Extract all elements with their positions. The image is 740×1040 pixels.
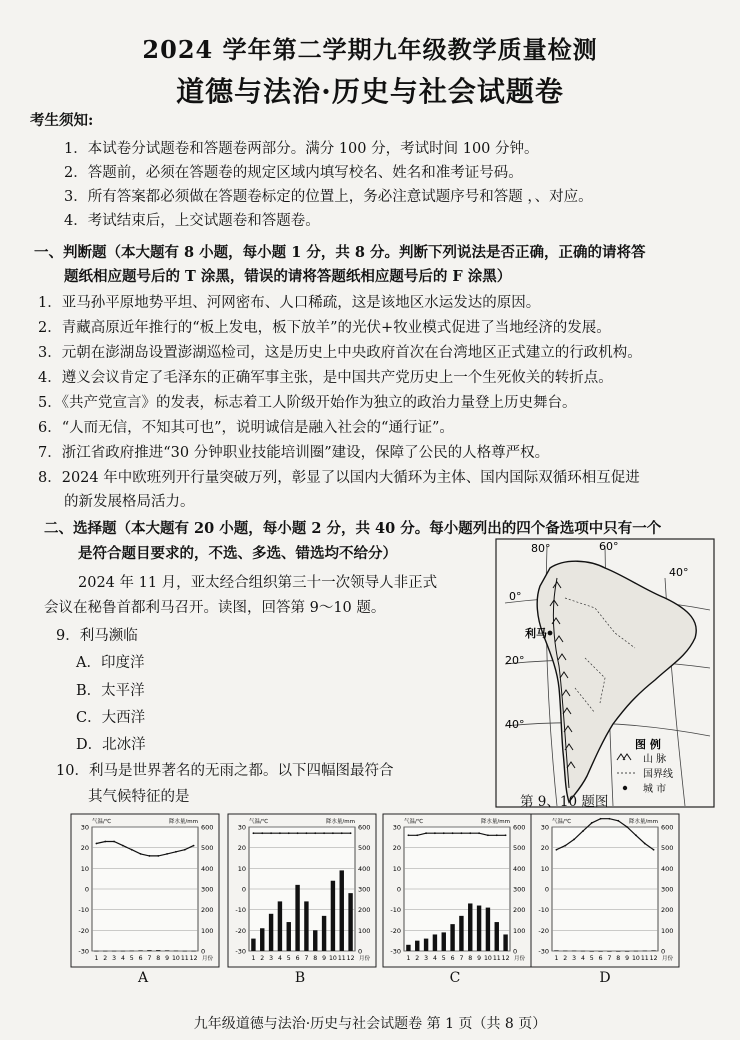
q9-option-b: B．太平洋 [76,683,145,699]
chart-label-c: C [449,970,461,986]
temperature-point [140,853,142,855]
temperature-point [270,832,272,834]
legend-mountain-label: 山 脉 [643,754,667,765]
precip-bar [616,951,620,952]
precip-bar [415,941,419,951]
month-tick-label: 4 [432,955,437,962]
precip-bar [174,951,178,952]
q10-stem-cont: 其气候特征的是 [88,789,190,805]
month-tick-label: 8 [313,955,318,962]
precip-tick-label: 600 [201,823,214,832]
temperature-point [323,832,325,834]
month-tick-label: 3 [424,955,429,962]
temperature-point [573,839,575,841]
month-tick-label: 6 [295,955,300,962]
precip-bar [424,939,428,951]
precip-bar [147,950,151,951]
month-tick-label: 10 [631,955,640,962]
month-tick-label: 1 [94,955,99,962]
legend-mountain-icon [617,754,631,760]
precip-axis-label: 降水量/mm [325,819,355,825]
precip-bar [625,951,629,952]
temperature-point [261,832,263,834]
chart-label-b: B [294,970,306,986]
temperature-point [297,832,299,834]
temp-tick-label: 20 [237,844,246,853]
judge-item: 1．亚马孙平原地势平坦、河网密布、人口稀疏，这是该地区水运发达的原因。 [38,295,541,311]
q9-option-a: A．印度洋 [76,655,145,671]
temp-axis-label: 气温/℃ [404,819,424,825]
month-tick-label: 2 [103,955,108,962]
q10-stem: 10．利马是世界著名的无雨之都。以下四幅图最符合 [56,763,394,779]
month-tick-label: 2 [563,955,568,962]
precip-tick-label: 500 [201,844,214,853]
temperature-point [443,832,445,834]
precip-bar [634,951,638,952]
q9-stem: 9．利马濒临 [56,628,138,644]
precip-tick-label: 0 [201,947,206,956]
precip-tick-label: 100 [201,926,214,935]
precip-bar [130,951,134,952]
temperature-point [617,820,619,822]
precip-bar [322,916,326,951]
temperature-point [609,818,611,820]
temperature-point [452,832,454,834]
temperature-point [461,832,463,834]
temperature-point [149,855,151,857]
precip-bar [269,914,273,951]
month-tick-label: 1 [554,955,559,962]
temp-axis-label: 气温/℃ [249,819,269,825]
month-tick-label: 6 [450,955,455,962]
page-footer: 九年级道德与法治·历史与社会试题卷 第 1 页（共 8 页） [193,1016,547,1032]
temperature-point [350,832,352,834]
climate-chart-d [530,813,680,968]
temperature-point [653,849,655,851]
temperature-point [496,834,498,836]
month-tick-label: 4 [277,955,282,962]
q9-option-d: D．北冰洋 [76,737,146,753]
month-tick-label: 9 [477,955,482,962]
precip-axis-label: 降水量/mm [168,819,198,825]
precip-bar [433,934,437,951]
notice-item: 3．所有答案都必须做在答题卷标定的位置上，务必注意试题序号和答题 ，、对应。 [64,189,593,205]
month-tick-label: 12 [649,955,658,962]
precip-bar [598,951,602,952]
notice-item: 4．考试结束后，上交试题卷和答题卷。 [64,213,320,229]
temp-tick-label: -10 [235,906,246,915]
temperature-point [288,832,290,834]
month-tick-label: 6 [138,955,143,962]
precip-tick-label: 400 [661,864,674,873]
precip-bar [651,950,655,951]
month-tick-label: 8 [468,955,473,962]
temp-tick-label: 30 [392,823,401,832]
temp-tick-label: -20 [538,926,549,935]
month-tick-label: 3 [269,955,274,962]
lon-label-40: 40° [669,566,689,579]
precip-bar [165,950,169,951]
legend-city-label: 城 市 [643,784,667,795]
precip-bar [260,928,264,951]
title-line1: 2024 学年第二学期九年级教学质量检测 [142,35,598,64]
chart-label-d: D [599,970,611,986]
temperature-point [556,849,558,851]
judge-item: 8．2024 年中欧班列开行量突破万列，彰显了以国内大循环为主体、国内国际双循环相互促进 [38,470,640,486]
temperature-point [166,853,168,855]
notice-heading: 考生须知: [30,112,94,129]
precip-bar [304,901,308,951]
precip-tick-label: 600 [661,823,674,832]
precip-tick-label: 500 [513,844,526,853]
temperature-point [157,855,159,857]
month-tick-label: 7 [607,955,612,962]
temp-tick-label: -30 [390,947,401,956]
month-tick-label: 7 [459,955,464,962]
temp-tick-label: 0 [241,885,246,894]
temperature-point [193,845,195,847]
temp-tick-label: 30 [80,823,89,832]
judge-item: 7．浙江省政府推进“30 分钟职业技能培训圈”建设，保障了公民的人格尊严权。 [38,445,550,461]
temperature-point [564,845,566,847]
precip-bar [563,951,567,952]
temp-tick-label: 0 [544,885,549,894]
lat-label-20: 20° [505,654,525,667]
judge-item: 6．“人而无信，不知其可也”，说明诚信是融入社会的“通行证”。 [38,420,454,436]
precip-bar [607,951,611,952]
temp-tick-label: -20 [235,926,246,935]
month-tick-label: 12 [501,955,510,962]
precip-bar [138,950,142,951]
lima-city-dot [548,631,553,636]
lon-label-60: 60° [599,540,619,553]
precip-tick-label: 0 [358,947,363,956]
month-tick-label: 2 [415,955,420,962]
precip-axis-label: 降水量/mm [480,819,510,825]
precip-bar [331,881,335,951]
temp-tick-label: 30 [540,823,549,832]
precip-bar [103,951,107,952]
precip-bar [477,906,481,951]
climate-chart-c [382,813,532,968]
precip-bar [590,951,594,952]
month-tick-label: 10 [171,955,180,962]
temperature-point [505,834,507,836]
month-tick-label: 3 [112,955,117,962]
precip-bar [287,922,291,951]
precip-bar [191,951,195,952]
temperature-point [184,849,186,851]
x-unit-label: 月份 [514,956,526,962]
south-america-map [495,538,715,808]
precip-tick-label: 200 [358,906,371,915]
q9-option-c: C．大西洋 [76,710,146,726]
temp-tick-label: 10 [237,864,246,873]
temperature-point [122,845,124,847]
precip-tick-label: 100 [513,926,526,935]
judge-item-cont: 的新发展格局活力。 [64,494,195,510]
precip-tick-label: 100 [358,926,371,935]
precip-tick-label: 400 [201,864,214,873]
temp-tick-label: 10 [540,864,549,873]
month-tick-label: 12 [346,955,355,962]
notice-item: 1．本试卷分试题卷和答题卷两部分。满分 100 分，考试时间 100 分钟。 [64,141,539,157]
precip-bar [450,924,454,951]
precip-bar [459,916,463,951]
precip-axis-label: 降水量/mm [628,819,658,825]
precip-bar [406,945,410,951]
temperature-point [416,834,418,836]
temp-tick-label: -10 [78,906,89,915]
q9-intro: 2024 年 11 月，亚太经合组织第三十一次领导人非正式 [78,575,438,591]
temperature-point [408,834,410,836]
climate-chart-b [227,813,377,968]
temperature-point [635,834,637,836]
precip-tick-label: 100 [661,926,674,935]
x-unit-label: 月份 [359,956,371,962]
temperature-point [314,832,316,834]
precip-bar [486,908,490,951]
precip-bar [313,930,317,951]
judge-item: 3．元朝在澎湖岛设置澎湖巡检司，这是历史上中央政府首次在台湾地区正式建立的行政机构。 [38,345,642,361]
title-line2: 道德与法治·历史与社会试题卷 [176,75,564,108]
temperature-point [279,832,281,834]
q9-intro-cont: 会议在秘鲁首都利马召开。读图，回答第 9～10 题。 [44,600,386,616]
month-tick-label: 5 [129,955,134,962]
temperature-point [341,832,343,834]
temperature-point [434,832,436,834]
precip-bar [94,951,98,952]
temp-tick-label: -20 [78,926,89,935]
month-tick-label: 4 [120,955,125,962]
lon-label-80: 80° [531,542,551,555]
lima-label: 利马 [525,627,547,640]
map-caption: 第 9、10 题图 [520,794,609,810]
precip-tick-label: 600 [358,823,371,832]
precip-tick-label: 500 [358,844,371,853]
precip-tick-label: 0 [661,947,666,956]
temperature-point [332,832,334,834]
precip-bar [503,934,507,951]
chart-label-a: A [137,970,149,986]
temperature-point [487,834,489,836]
month-tick-label: 1 [251,955,256,962]
temp-tick-label: -10 [538,906,549,915]
month-tick-label: 9 [322,955,327,962]
section2-heading-cont: 是符合题目要求的，不选、多选、错选均不给分） [78,545,397,562]
temperature-point [478,832,480,834]
temp-tick-label: -30 [78,947,89,956]
temp-tick-label: -20 [390,926,401,935]
precip-tick-label: 200 [201,906,214,915]
precip-bar [156,950,160,951]
precip-bar [278,901,282,951]
precip-tick-label: 500 [661,844,674,853]
temp-tick-label: 20 [540,844,549,853]
precip-bar [251,939,255,951]
precip-bar [121,951,125,952]
precip-tick-label: 300 [358,885,371,894]
temperature-point [131,849,133,851]
temp-tick-label: -10 [390,906,401,915]
judge-item: 4．遵义会议肯定了毛泽东的正确军事主张，是中国共产党历史上一个生死攸关的转折点。 [38,370,613,386]
precip-bar [572,951,576,952]
lat-label-0: 0° [509,590,522,603]
temperature-point [582,830,584,832]
temp-tick-label: 0 [396,885,401,894]
month-tick-label: 11 [492,955,501,962]
month-tick-label: 5 [286,955,291,962]
precip-tick-label: 200 [513,906,526,915]
precip-bar [112,951,116,952]
x-unit-label: 月份 [202,956,214,962]
precip-bar [340,870,344,951]
temp-tick-label: -30 [235,947,246,956]
month-tick-label: 3 [572,955,577,962]
month-tick-label: 6 [598,955,603,962]
month-tick-label: 10 [328,955,337,962]
month-tick-label: 9 [165,955,170,962]
temperature-point [175,851,177,853]
legend-city-icon [623,786,627,790]
section1-heading-cont: 题纸相应题号后的 T 涂黑，错误的请将答题纸相应题号后的 F 涂黑） [64,268,512,285]
month-tick-label: 11 [180,955,189,962]
judge-item: 2．青藏高原近年推行的“板上发电，板下放羊”的光伏+牧业模式促进了当地经济的发展。 [38,320,611,336]
notice-item: 2．答题前，必须在答题卷的规定区域内填写校名、姓名和准考证号码。 [64,165,523,181]
temp-tick-label: 20 [392,844,401,853]
precip-tick-label: 400 [358,864,371,873]
temp-tick-label: 20 [80,844,89,853]
temperature-point [626,826,628,828]
precip-tick-label: 200 [661,906,674,915]
temp-axis-label: 气温/℃ [92,819,112,825]
temperature-point [104,841,106,843]
precip-bar [348,893,352,951]
temperature-point [425,832,427,834]
month-tick-label: 5 [441,955,446,962]
temperature-point [96,843,98,845]
x-unit-label: 月份 [662,956,674,962]
precip-tick-label: 300 [661,885,674,894]
temperature-point [644,843,646,845]
month-tick-label: 1 [406,955,411,962]
temp-axis-label: 气温/℃ [552,819,572,825]
month-tick-label: 8 [156,955,161,962]
temperature-point [600,818,602,820]
precip-bar [295,885,299,951]
temperature-point [306,832,308,834]
precip-bar [442,932,446,951]
month-tick-label: 10 [483,955,492,962]
month-tick-label: 7 [304,955,309,962]
precip-bar [581,951,585,952]
temperature-point [113,841,115,843]
month-tick-label: 9 [625,955,630,962]
precip-bar [183,951,187,952]
month-tick-label: 7 [147,955,152,962]
temp-tick-label: 30 [237,823,246,832]
month-tick-label: 11 [640,955,649,962]
precip-bar [468,903,472,951]
month-tick-label: 8 [616,955,621,962]
month-tick-label: 5 [589,955,594,962]
precip-tick-label: 300 [201,885,214,894]
legend-border-label: 国界线 [643,769,673,780]
temp-tick-label: 10 [80,864,89,873]
legend-title: 图 例 [635,738,661,751]
precip-tick-label: 600 [513,823,526,832]
month-tick-label: 12 [189,955,198,962]
climate-chart-a [70,813,220,968]
month-tick-label: 2 [260,955,265,962]
temperature-point [469,832,471,834]
precip-bar [495,922,499,951]
precip-bar [643,951,647,952]
lat-label-40: 40° [505,718,525,731]
precip-bar [554,950,558,951]
month-tick-label: 4 [580,955,585,962]
precip-tick-label: 400 [513,864,526,873]
temperature-point [591,822,593,824]
temp-tick-label: -30 [538,947,549,956]
temp-tick-label: 0 [84,885,89,894]
temperature-point [253,832,255,834]
section2-heading: 二、选择题（本大题有 20 小题，每小题 2 分，共 40 分。每小题列出的四个备选项中只有一个 [44,520,662,537]
section1-heading: 一、判断题（本大题有 8 小题，每小题 1 分，共 8 分。判断下列说法是否正确，正确的请将答 [34,244,646,261]
precip-tick-label: 300 [513,885,526,894]
precip-tick-label: 0 [513,947,518,956]
month-tick-label: 11 [337,955,346,962]
temp-tick-label: 10 [392,864,401,873]
judge-item: 5．《共产党宣言》的发表，标志着工人阶级开始作为独立的政治力量登上历史舞台。 [38,395,577,411]
